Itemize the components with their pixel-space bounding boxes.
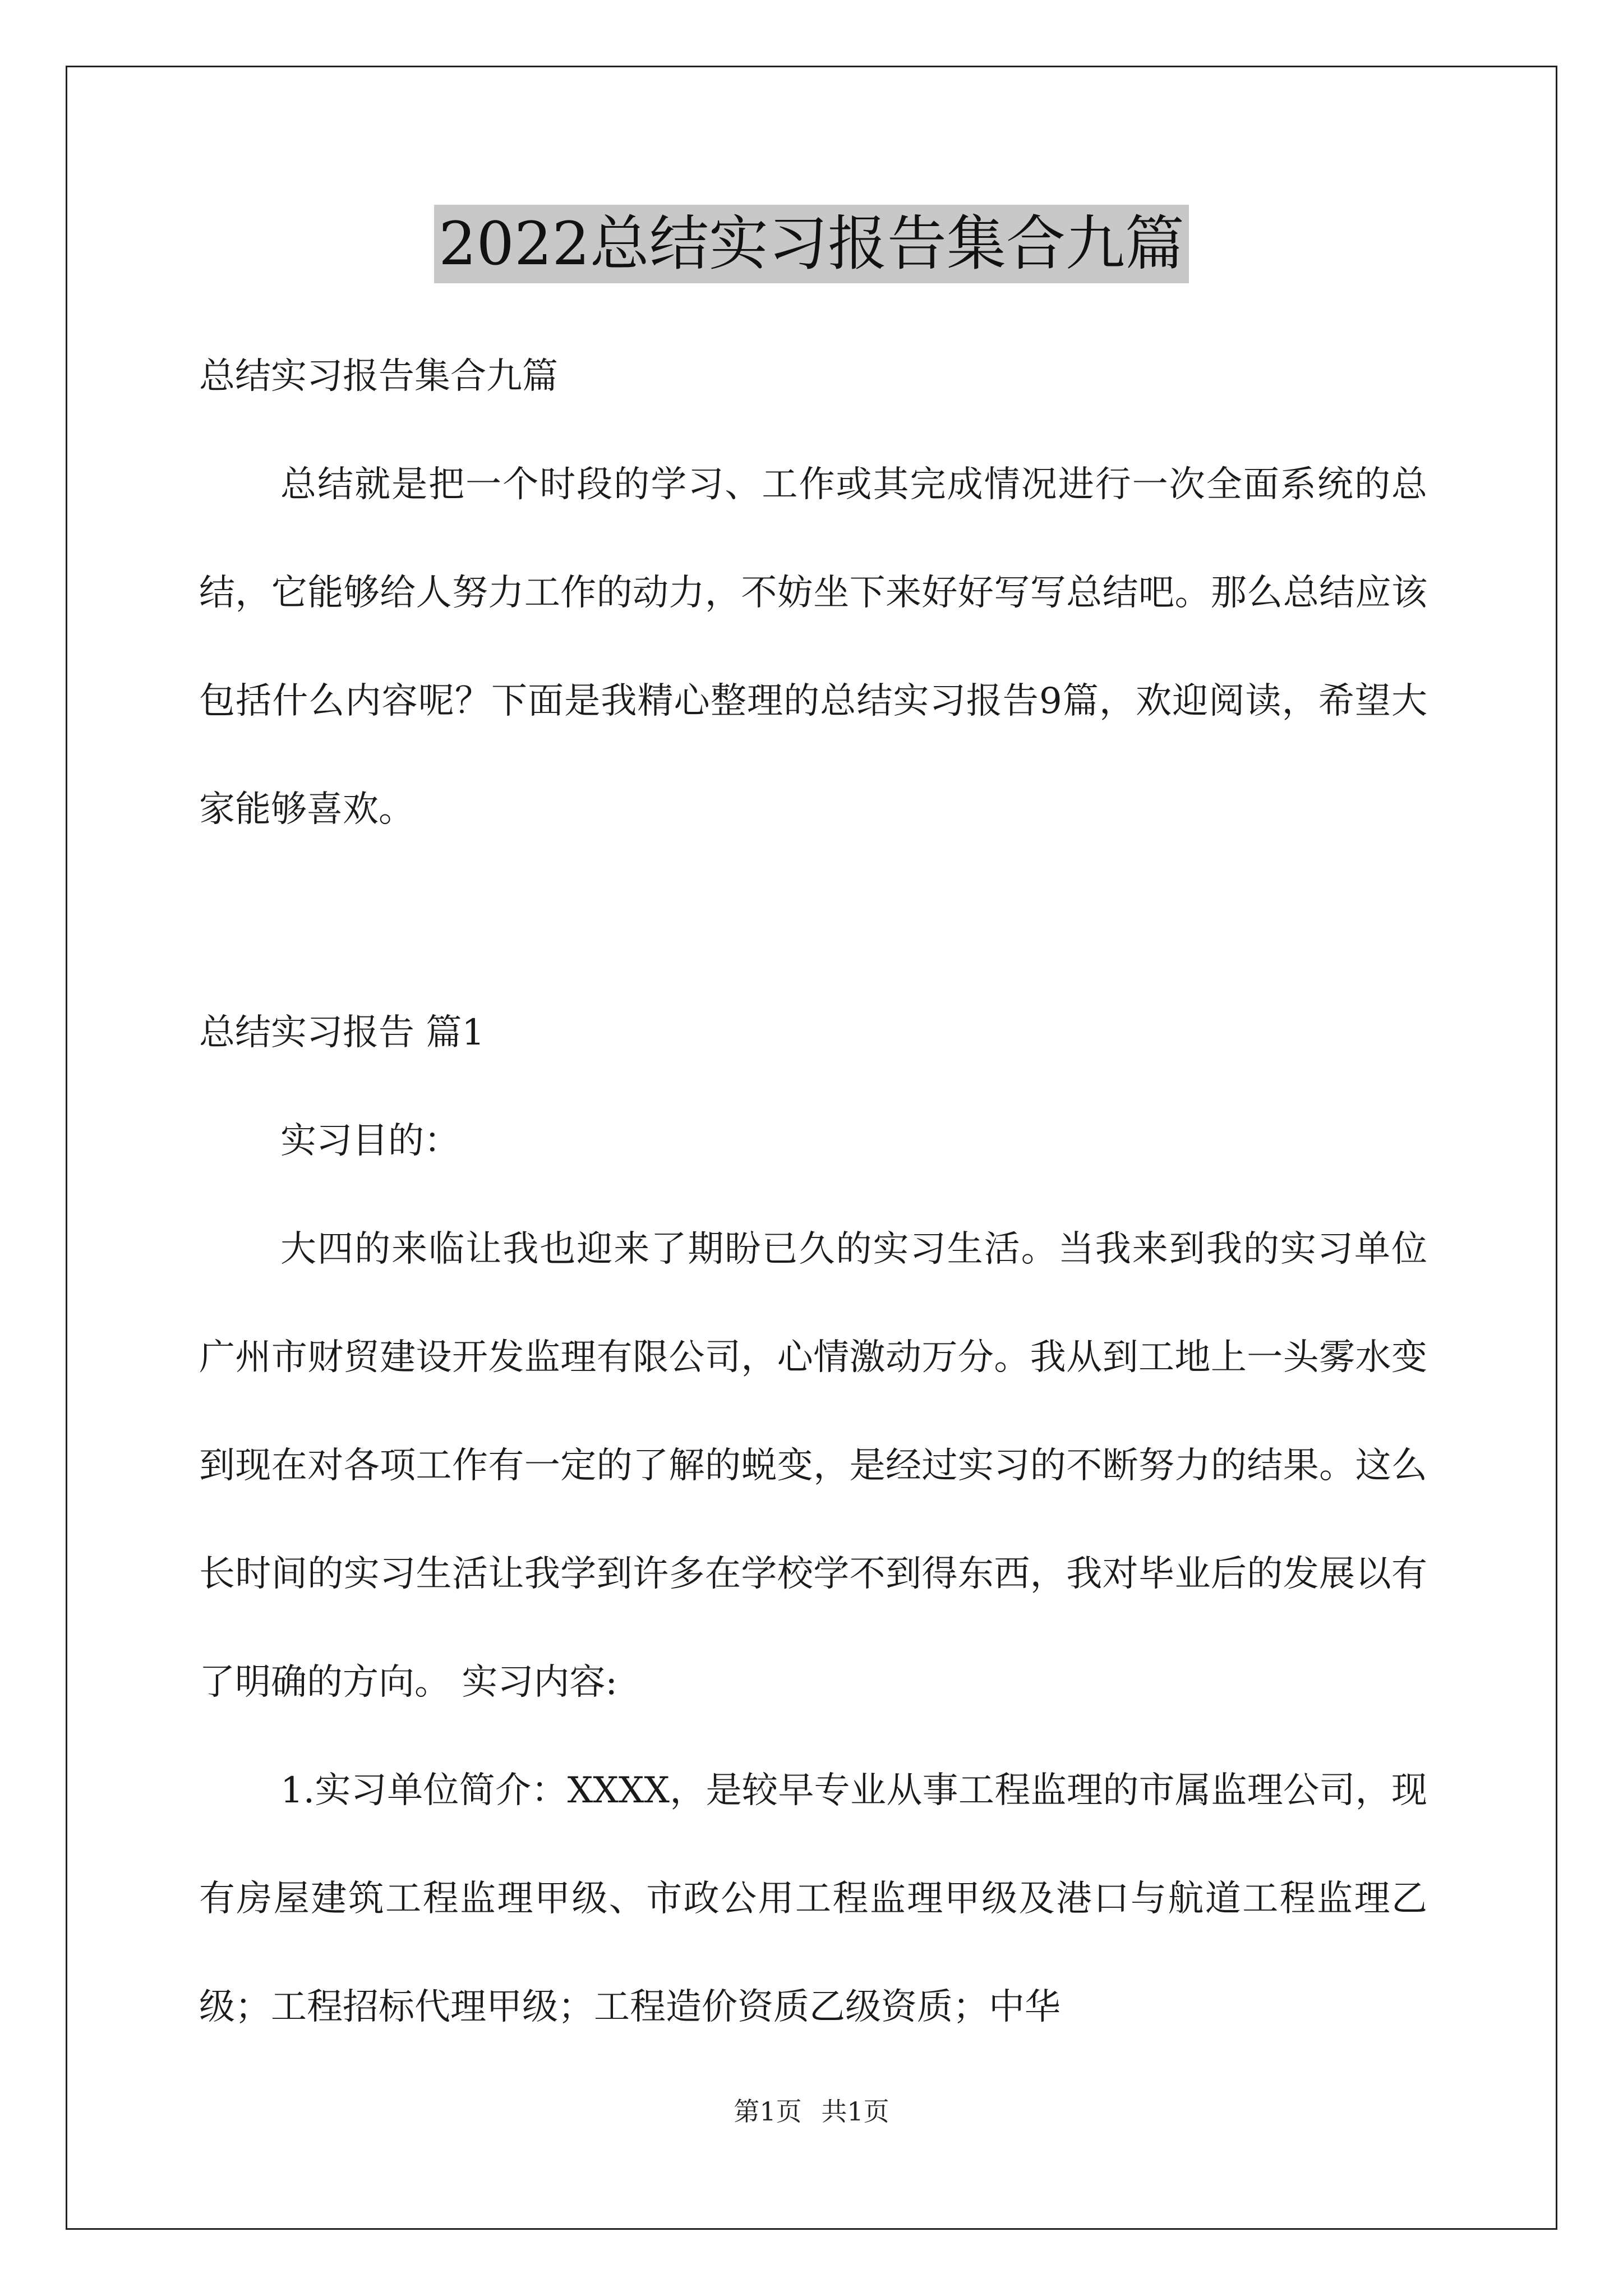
document-body	[199, 323, 1427, 864]
intro-paragraph: 总结就是把一个时段的学习、工作或其完成情况进行一次全面系统的总结，它能够给人努力工作的动力，不妨坐下来好好写写总结吧。那么总结应该包括什么内容呢？下面是我精心整理的总结实习报告9篇，欢迎阅读，希望大家能够喜欢。	[199, 464, 1427, 830]
purpose-label: 实习目的：	[280, 1120, 460, 1162]
page-total: 共1页	[821, 2096, 889, 2127]
page-footer	[0, 2091, 1623, 2128]
paragraph-2: 1.实习单位简介：XXXX，是较早专业从事工程监理的市属监理公司，现有房屋建筑工程监理甲级、市政公用工程监理甲级及港口与航道工程监理乙级；工程招标代理甲级；工程造价资质乙级资质；中华	[199, 1770, 1427, 2028]
document-title: 2022总结实习报告集合九篇	[434, 205, 1189, 283]
title-container	[0, 205, 1623, 283]
section-heading: 总结实习报告 篇1	[199, 1012, 485, 1053]
section-body	[199, 979, 1427, 2062]
subtitle: 总结实习报告集合九篇	[199, 356, 558, 397]
page-number: 第1页	[734, 2096, 802, 2127]
paragraph-1: 大四的来临让我也迎来了期盼已久的实习生活。当我来到我的实习单位广州市财贸建设开发监理有限公司，心情激动万分。我从到工地上一头雾水变到现在对各项工作有一定的了解的蜕变，是经过实习的不断努力的结果。这么长时间的实习生活让我学到许多在学校学不到得东西，我对毕业后的发展以有了明确的方向。 实习内容:	[199, 1228, 1427, 1703]
